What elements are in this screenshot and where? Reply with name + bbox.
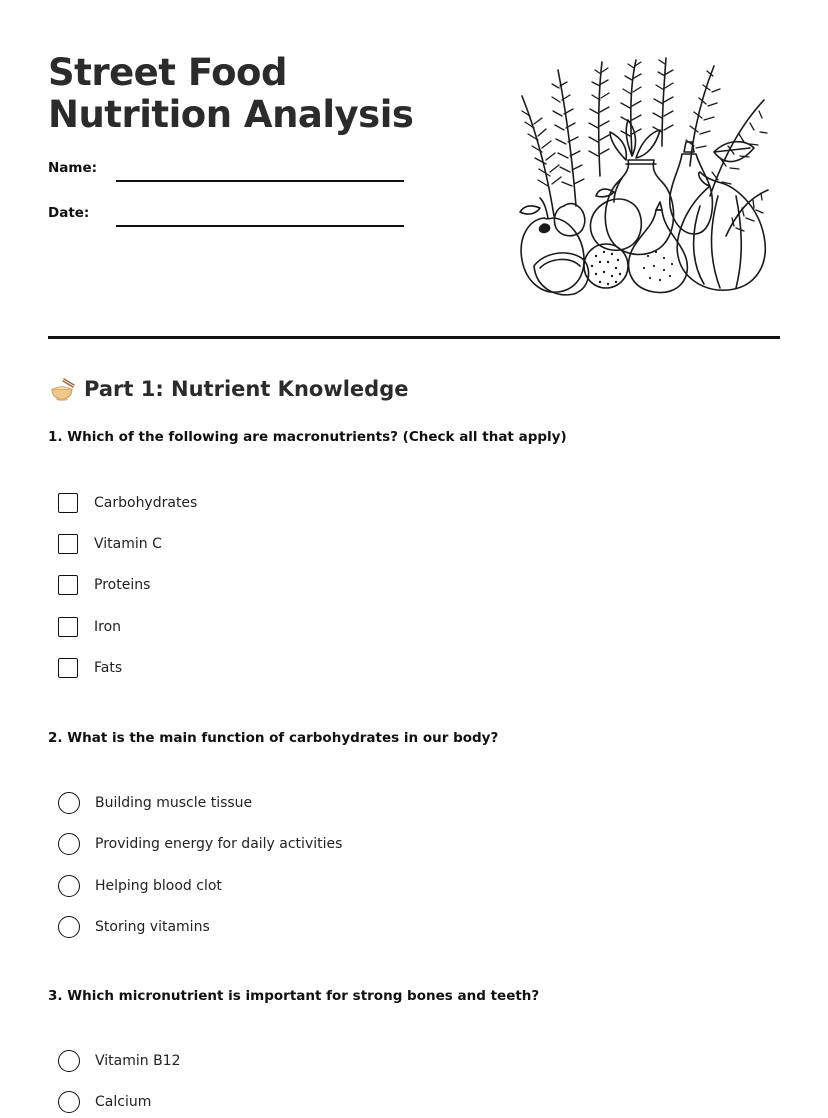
radio-button[interactable] xyxy=(58,792,80,814)
option-label: Helping blood clot xyxy=(95,878,222,894)
name-field[interactable] xyxy=(48,160,408,184)
radio-button[interactable] xyxy=(58,1050,80,1072)
option-label: Providing energy for daily activities xyxy=(95,836,343,852)
q2-option-providing-energy[interactable] xyxy=(58,832,342,856)
question-1: 1. Which of the following are macronutrients? (Check all that apply) xyxy=(48,429,567,445)
q1-option-vitamin-c[interactable] xyxy=(58,532,162,556)
radio-button[interactable] xyxy=(58,916,80,938)
date-label: Date: xyxy=(48,205,90,221)
q2-option-blood-clot[interactable] xyxy=(58,874,222,898)
q1-option-iron[interactable] xyxy=(58,615,121,639)
date-line[interactable] xyxy=(116,225,404,227)
option-label: Proteins xyxy=(94,577,151,593)
q1-option-proteins[interactable] xyxy=(58,573,150,597)
checkbox[interactable] xyxy=(58,617,78,637)
name-line[interactable] xyxy=(116,180,404,182)
fruits-and-plants-illustration xyxy=(514,56,772,300)
option-label: Iron xyxy=(94,619,122,635)
option-label: Vitamin B12 xyxy=(95,1053,181,1069)
checkbox[interactable] xyxy=(58,534,78,554)
option-label: Building muscle tissue xyxy=(95,795,253,811)
q3-option-vitamin-b12[interactable] xyxy=(58,1049,181,1073)
option-label: Carbohydrates xyxy=(94,495,198,511)
name-label: Name: xyxy=(48,160,98,176)
option-label: Vitamin C xyxy=(94,536,162,552)
question-3: 3. Which micronutrient is important for strong bones and teeth? xyxy=(48,988,540,1004)
question-2: 2. What is the main function of carbohydrates in our body? xyxy=(48,730,499,746)
q1-option-carbohydrates[interactable] xyxy=(58,491,197,515)
date-field[interactable] xyxy=(48,205,408,229)
page-title: Street Food Nutrition Analysis xyxy=(48,51,414,136)
section-title-part-1 xyxy=(48,374,409,404)
option-label: Storing vitamins xyxy=(95,919,210,935)
checkbox[interactable] xyxy=(58,493,78,513)
radio-button[interactable] xyxy=(58,833,80,855)
section-title-text: Part 1: Nutrient Knowledge xyxy=(84,377,409,401)
option-label: Calcium xyxy=(95,1094,152,1110)
noodle-bowl-icon xyxy=(48,376,76,402)
radio-button[interactable] xyxy=(58,1091,80,1113)
section-divider xyxy=(48,336,780,339)
q2-option-storing-vitamins[interactable] xyxy=(58,915,210,939)
q3-option-calcium[interactable] xyxy=(58,1090,151,1114)
option-label: Fats xyxy=(94,660,123,676)
q2-option-building-muscle[interactable] xyxy=(58,791,252,815)
checkbox[interactable] xyxy=(58,658,78,678)
radio-button[interactable] xyxy=(58,875,80,897)
checkbox[interactable] xyxy=(58,575,78,595)
q1-option-fats[interactable] xyxy=(58,656,122,680)
